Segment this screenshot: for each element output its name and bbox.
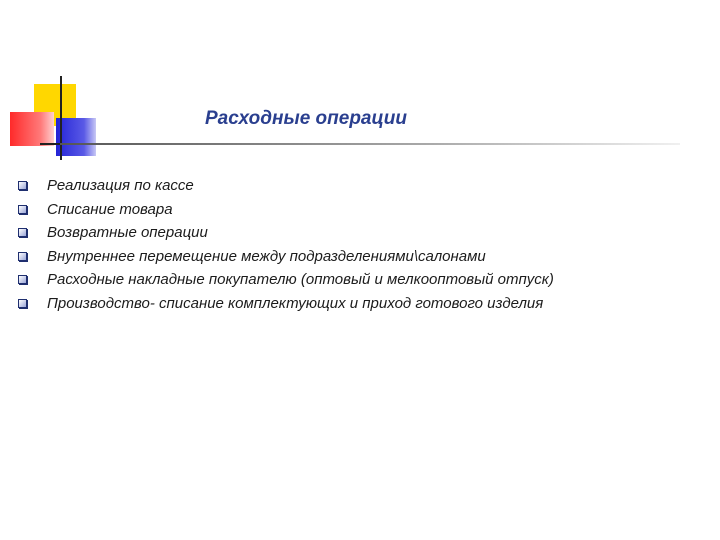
list-item [18,221,554,245]
list-item [18,245,554,269]
list-item-text: Возвратные операции [47,224,208,242]
vertical-line [60,76,62,160]
blue-square [56,118,96,156]
list-item-text: Производство- списание комплектующих и приход готового изделия [47,294,544,312]
list-item-text: Списание товара [47,200,173,218]
red-square [10,112,54,146]
list-item-text: Внутреннее перемещение между подразделениями\салонами [47,247,486,265]
list-item [18,198,554,222]
list-item-text: Реализация по кассе [47,177,194,195]
title-divider [60,143,680,145]
bullet-list [18,174,554,315]
square-bullet-icon [18,228,27,237]
list-item-text: Расходные накладные покупателю (оптовый и мелкооптовый отпуск) [47,271,554,289]
square-bullet-icon [18,252,27,261]
slide-title: Расходные операции [205,108,407,129]
square-bullet-icon [18,275,27,284]
list-item [18,292,554,316]
square-bullet-icon [18,299,27,308]
list-item [18,268,554,292]
square-bullet-icon [18,181,27,190]
list-item [18,174,554,198]
square-bullet-icon [18,205,27,214]
